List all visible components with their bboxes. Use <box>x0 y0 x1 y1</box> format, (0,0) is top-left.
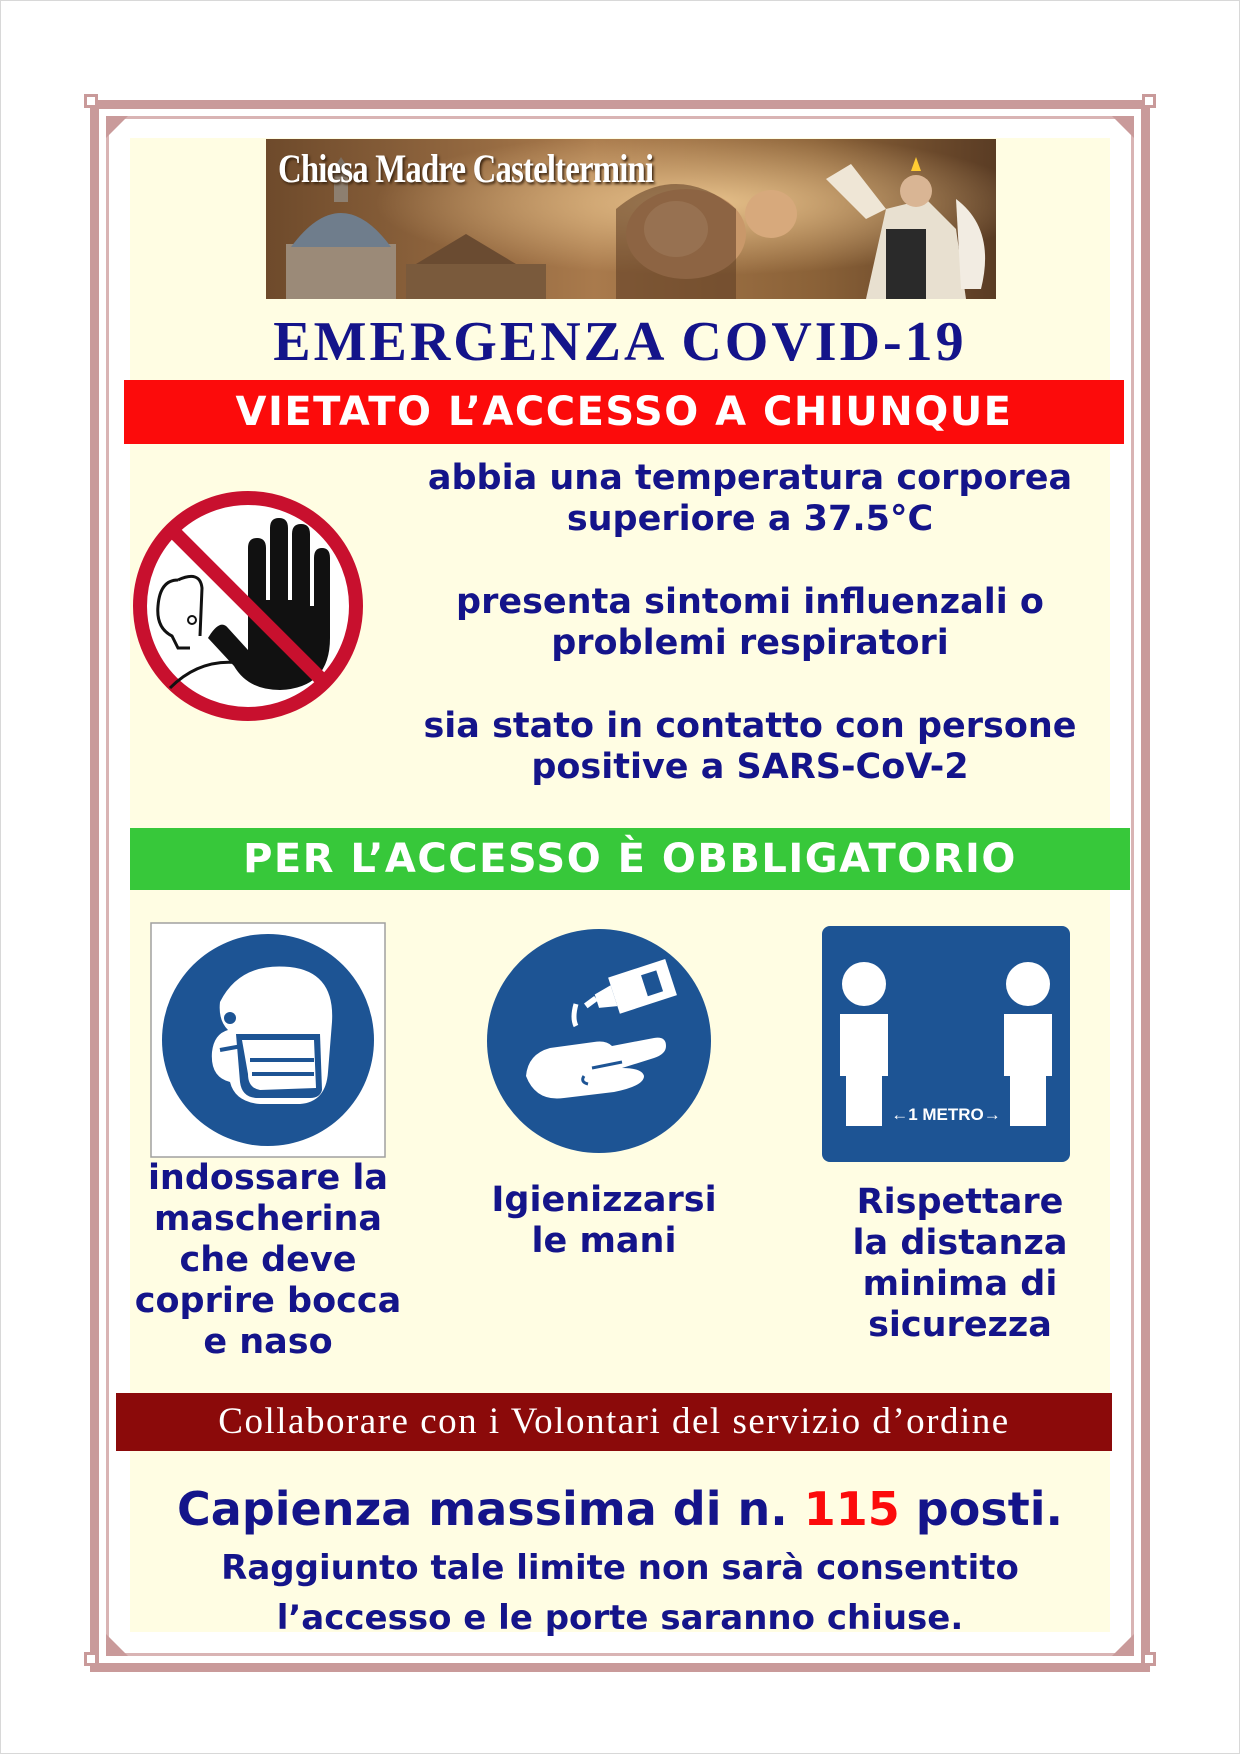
prohibited-heading: VIETATO L’ACCESSO A CHIUNQUE <box>124 380 1124 444</box>
caption-line: che deve <box>179 1240 357 1280</box>
frame-corner <box>84 1652 98 1666</box>
page-title: EMERGENZA COVID-19 <box>273 311 967 373</box>
capacity-note-line1: Raggiunto tale limite non sarà consentito <box>221 1548 1019 1588</box>
church-banner-title: Chiesa Madre Casteltermini <box>278 146 654 191</box>
frame-corner <box>1142 1652 1156 1666</box>
frame-ornament <box>106 1634 128 1656</box>
caption-line: e naso <box>203 1322 333 1362</box>
caption-line: Igienizzarsi <box>491 1180 717 1220</box>
condition-symptoms <box>390 582 1110 664</box>
caption-line: sicurezza <box>868 1305 1052 1345</box>
frame-ornament <box>1112 1634 1134 1656</box>
caption-line: Rispettare <box>856 1182 1064 1222</box>
condition-line: presenta sintomi influenzali o <box>456 582 1044 622</box>
caption-line: la distanza <box>852 1223 1068 1263</box>
distance-label: ←1 METRO→ <box>891 1105 1001 1124</box>
frame-ornament <box>1112 116 1134 138</box>
mask-icon <box>150 922 386 1158</box>
frame-ornament <box>106 116 128 138</box>
mandatory-heading: PER L’ACCESSO È OBBLIGATORIO <box>130 828 1130 890</box>
condition-line: superiore a 37.5°C <box>566 499 934 539</box>
caption-sanitize <box>454 1180 754 1262</box>
capacity-number: 115 <box>803 1482 900 1536</box>
caption-line: mascherina <box>153 1199 383 1239</box>
condition-line: positive a SARS-CoV-2 <box>531 747 969 787</box>
hand-sanitizer-icon <box>484 926 714 1156</box>
condition-contact <box>390 706 1110 788</box>
church-banner <box>266 139 996 299</box>
caption-line: le mani <box>531 1221 677 1261</box>
capacity-statement <box>130 1482 1110 1536</box>
stop-hand-icon <box>130 488 366 724</box>
capacity-note-line2: l’accesso e le porte saranno chiuse. <box>276 1598 964 1638</box>
condition-line: abbia una temperatura corporea <box>427 458 1073 498</box>
caption-line: coprire bocca <box>134 1281 402 1321</box>
frame-corner <box>1142 94 1156 108</box>
condition-line: sia stato in contatto con persone <box>423 706 1077 746</box>
frame-corner <box>84 94 98 108</box>
caption-mask <box>118 1158 418 1363</box>
condition-temperature <box>390 458 1110 540</box>
social-distance-icon <box>822 926 1070 1162</box>
condition-line: problemi respiratori <box>551 623 949 663</box>
capacity-prefix: Capienza massima di n. <box>177 1482 788 1536</box>
caption-line: indossare la <box>147 1158 389 1198</box>
capacity-suffix: posti. <box>915 1482 1063 1536</box>
volunteers-banner: Collaborare con i Volontari del servizio d’ordine <box>116 1393 1112 1451</box>
caption-line: minima di <box>862 1264 1058 1304</box>
caption-distance <box>810 1182 1110 1346</box>
